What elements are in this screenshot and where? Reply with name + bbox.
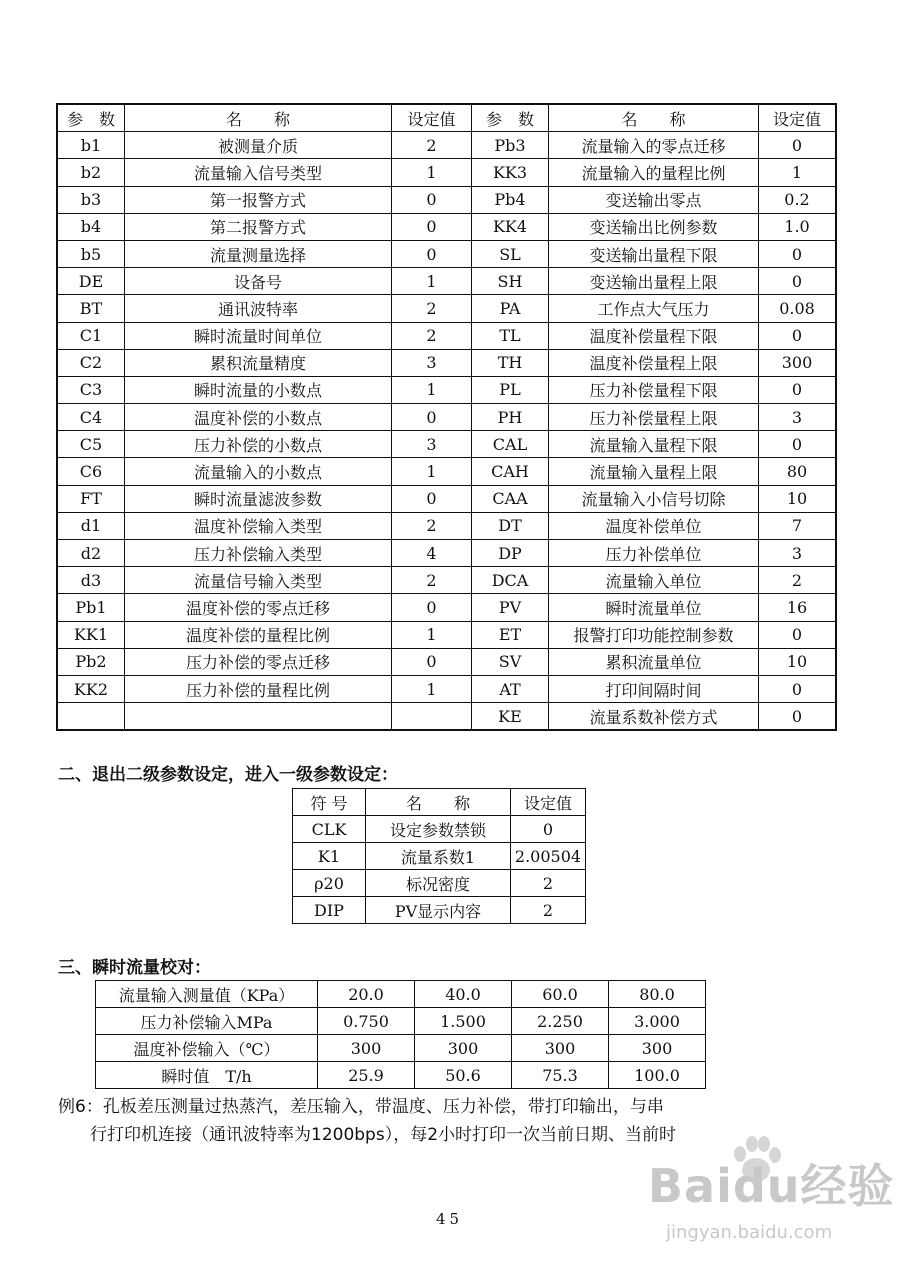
param-value-cell: 80: [759, 458, 837, 485]
param-code-cell: C6: [57, 458, 125, 485]
table-row: [57, 132, 836, 159]
name-cell: PV显示内容: [366, 897, 511, 924]
header-name: 名 称: [125, 104, 392, 132]
param-value-cell: 0: [392, 404, 472, 431]
param-name-cell: 流量测量选择: [125, 240, 392, 267]
param-code-cell: PA: [472, 295, 549, 322]
table-row: [57, 431, 836, 458]
param-code-cell: b2: [57, 159, 125, 186]
table-row: [293, 843, 586, 870]
param-name-cell: 流量输入量程上限: [549, 458, 759, 485]
symbol-cell: ρ20: [293, 870, 366, 897]
param-value-cell: 2: [392, 132, 472, 159]
table-row: [293, 870, 586, 897]
flow-calibration-table: [95, 980, 706, 1089]
table-row: [57, 376, 836, 403]
param-value-cell: 3: [759, 540, 837, 567]
value-cell: 2: [511, 897, 586, 924]
value-cell: 25.9: [318, 1062, 415, 1089]
table-header-row: [293, 789, 586, 816]
table-row: [57, 485, 836, 512]
param-name-cell: 打印间隔时间: [549, 675, 759, 702]
param-code-cell: SH: [472, 268, 549, 295]
param-name-cell: 流量输入的量程比例: [549, 159, 759, 186]
param-code-cell: C4: [57, 404, 125, 431]
param-value-cell: 0: [392, 213, 472, 240]
param-name-cell: 变送输出量程下限: [549, 240, 759, 267]
param-value-cell: 1: [392, 621, 472, 648]
param-name-cell: 压力补偿量程上限: [549, 404, 759, 431]
section3-heading: 三、瞬时流量校对：: [58, 958, 211, 978]
param-value-cell: 0.2: [759, 186, 837, 213]
table-row: [57, 186, 836, 213]
param-name-cell: 流量系数补偿方式: [549, 703, 759, 731]
param-name-cell: 变送输出量程上限: [549, 268, 759, 295]
param-code-cell: b3: [57, 186, 125, 213]
param-value-cell: 1: [392, 675, 472, 702]
param-value-cell: 10: [759, 648, 837, 675]
param-name-cell: 压力补偿的量程比例: [125, 675, 392, 702]
param-code-cell: DCA: [472, 567, 549, 594]
param-name-cell: 流量输入信号类型: [125, 159, 392, 186]
table-row: [57, 268, 836, 295]
value-cell: 60.0: [512, 981, 609, 1008]
param-code-cell: TH: [472, 349, 549, 376]
param-code-cell: Pb3: [472, 132, 549, 159]
param-code-cell: Pb4: [472, 186, 549, 213]
value-cell: 300: [318, 1035, 415, 1062]
param-value-cell: 0: [759, 240, 837, 267]
value-cell: 0.750: [318, 1008, 415, 1035]
table-row: [57, 648, 836, 675]
table-row: [96, 981, 706, 1008]
param-code-cell: BT: [57, 295, 125, 322]
example-paragraph-line1: 例6：孔板差压测量过热蒸汽，差压输入，带温度、压力补偿，带打印输出，与串: [58, 1097, 664, 1117]
param-name-cell: 温度补偿量程下限: [549, 322, 759, 349]
table-row: [57, 512, 836, 539]
param-name-cell: 压力补偿的小数点: [125, 431, 392, 458]
symbol-cell: K1: [293, 843, 366, 870]
param-name-cell: 瞬时流量滤波参数: [125, 485, 392, 512]
param-name-cell: 报警打印功能控制参数: [549, 621, 759, 648]
param-value-cell: 7: [759, 512, 837, 539]
param-code-cell: Pb1: [57, 594, 125, 621]
section2-heading: 二、退出二级参数设定，进入一级参数设定：: [58, 765, 398, 785]
page-number: 45: [436, 1210, 464, 1228]
param-value-cell: 2: [392, 512, 472, 539]
param-code-cell: KK4: [472, 213, 549, 240]
header-value: 设定值: [511, 789, 586, 816]
param-code-cell: C5: [57, 431, 125, 458]
param-code-cell: d3: [57, 567, 125, 594]
table-row: [57, 594, 836, 621]
table-row: [57, 621, 836, 648]
param-value-cell: 0: [759, 322, 837, 349]
param-code-cell: SV: [472, 648, 549, 675]
param-code-cell: C1: [57, 322, 125, 349]
param-name-cell: 流量输入的零点迁移: [549, 132, 759, 159]
param-code-cell: DT: [472, 512, 549, 539]
symbol-cell: DIP: [293, 897, 366, 924]
param-name-cell: 温度补偿的小数点: [125, 404, 392, 431]
param-value-cell: 1: [759, 159, 837, 186]
param-code-cell: CAL: [472, 431, 549, 458]
param-value-cell: 3: [759, 404, 837, 431]
value-cell: 0: [511, 816, 586, 843]
param-name-cell: 设备号: [125, 268, 392, 295]
param-value-cell: 16: [759, 594, 837, 621]
parameter-table: [56, 103, 837, 731]
param-code-cell: PL: [472, 376, 549, 403]
param-code-cell: KK2: [57, 675, 125, 702]
value-cell: 1.500: [415, 1008, 512, 1035]
param-name-cell: 温度补偿输入类型: [125, 512, 392, 539]
param-name-cell: 流量输入小信号切除: [549, 485, 759, 512]
param-value-cell: [392, 703, 472, 731]
value-cell: 2.250: [512, 1008, 609, 1035]
level1-parameter-table: [292, 788, 586, 924]
label-cell: 压力补偿输入MPa: [96, 1008, 318, 1035]
param-value-cell: 0: [392, 594, 472, 621]
value-cell: 300: [415, 1035, 512, 1062]
table-row: [57, 567, 836, 594]
param-name-cell: 流量信号输入类型: [125, 567, 392, 594]
param-value-cell: 2: [392, 295, 472, 322]
param-name-cell: 通讯波特率: [125, 295, 392, 322]
param-value-cell: 3: [392, 349, 472, 376]
param-value-cell: 0: [759, 268, 837, 295]
table-row: [57, 349, 836, 376]
param-code-cell: d2: [57, 540, 125, 567]
param-name-cell: 瞬时流量单位: [549, 594, 759, 621]
param-code-cell: C3: [57, 376, 125, 403]
param-value-cell: 1: [392, 268, 472, 295]
label-cell: 温度补偿输入（℃）: [96, 1035, 318, 1062]
name-cell: 流量系数1: [366, 843, 511, 870]
param-code-cell: PH: [472, 404, 549, 431]
param-name-cell: 累积流量精度: [125, 349, 392, 376]
table-row: [96, 1062, 706, 1089]
table-row: [57, 675, 836, 702]
param-code-cell: DP: [472, 540, 549, 567]
value-cell: 300: [512, 1035, 609, 1062]
param-value-cell: 0: [759, 376, 837, 403]
param-value-cell: 0: [759, 431, 837, 458]
param-code-cell: DE: [57, 268, 125, 295]
param-name-cell: 变送输出零点: [549, 186, 759, 213]
symbol-cell: CLK: [293, 816, 366, 843]
param-code-cell: b1: [57, 132, 125, 159]
header-param: 参 数: [57, 104, 125, 132]
param-code-cell: d1: [57, 512, 125, 539]
param-value-cell: 2: [392, 322, 472, 349]
table-row: [96, 1008, 706, 1035]
param-name-cell: 第二报警方式: [125, 213, 392, 240]
name-cell: 设定参数禁锁: [366, 816, 511, 843]
baidu-watermark: [648, 1130, 898, 1270]
param-name-cell: 压力补偿的零点迁移: [125, 648, 392, 675]
param-name-cell: [125, 703, 392, 731]
table-header-row: [57, 104, 836, 132]
value-cell: 40.0: [415, 981, 512, 1008]
table-row: [57, 295, 836, 322]
header-param-2: 参 数: [472, 104, 549, 132]
param-name-cell: 瞬时流量的小数点: [125, 376, 392, 403]
param-code-cell: TL: [472, 322, 549, 349]
param-name-cell: 压力补偿单位: [549, 540, 759, 567]
value-cell: 2: [511, 870, 586, 897]
param-code-cell: [57, 703, 125, 731]
param-value-cell: 0.08: [759, 295, 837, 322]
param-value-cell: 0: [392, 186, 472, 213]
value-cell: 50.6: [415, 1062, 512, 1089]
param-value-cell: 1: [392, 159, 472, 186]
header-symbol: 符 号: [293, 789, 366, 816]
header-name: 名 称: [366, 789, 511, 816]
param-name-cell: 流量输入量程下限: [549, 431, 759, 458]
param-code-cell: b5: [57, 240, 125, 267]
param-code-cell: Pb2: [57, 648, 125, 675]
param-name-cell: 流量输入单位: [549, 567, 759, 594]
table-row: [57, 240, 836, 267]
table-row: [57, 159, 836, 186]
param-value-cell: 10: [759, 485, 837, 512]
table-row: [293, 816, 586, 843]
value-cell: 300: [609, 1035, 706, 1062]
param-code-cell: CAA: [472, 485, 549, 512]
param-value-cell: 4: [392, 540, 472, 567]
value-cell: 75.3: [512, 1062, 609, 1089]
param-name-cell: 累积流量单位: [549, 648, 759, 675]
param-value-cell: 0: [759, 621, 837, 648]
value-cell: 3.000: [609, 1008, 706, 1035]
param-code-cell: SL: [472, 240, 549, 267]
table-row: [293, 897, 586, 924]
param-value-cell: 2: [759, 567, 837, 594]
param-code-cell: PV: [472, 594, 549, 621]
param-name-cell: 压力补偿量程下限: [549, 376, 759, 403]
header-value-2: 设定值: [759, 104, 837, 132]
value-cell: 20.0: [318, 981, 415, 1008]
param-value-cell: 1: [392, 376, 472, 403]
param-code-cell: KK1: [57, 621, 125, 648]
param-code-cell: CAH: [472, 458, 549, 485]
value-cell: 2.00504: [511, 843, 586, 870]
param-name-cell: 工作点大气压力: [549, 295, 759, 322]
param-value-cell: 1.0: [759, 213, 837, 240]
param-value-cell: 0: [392, 648, 472, 675]
name-cell: 标况密度: [366, 870, 511, 897]
value-cell: 100.0: [609, 1062, 706, 1089]
param-code-cell: C2: [57, 349, 125, 376]
label-cell: 流量输入测量值（KPa）: [96, 981, 318, 1008]
param-value-cell: 2: [392, 567, 472, 594]
param-code-cell: KE: [472, 703, 549, 731]
param-code-cell: b4: [57, 213, 125, 240]
param-value-cell: 300: [759, 349, 837, 376]
table-row: [96, 1035, 706, 1062]
param-name-cell: 温度补偿单位: [549, 512, 759, 539]
table-row: [57, 703, 836, 731]
param-value-cell: 1: [392, 458, 472, 485]
param-name-cell: 温度补偿的量程比例: [125, 621, 392, 648]
table-row: [57, 458, 836, 485]
example-paragraph-line2: 行打印机连接（通讯波特率为1200bps），每2小时打印一次当前日期、当前时: [90, 1125, 677, 1145]
table-row: [57, 213, 836, 240]
table-row: [57, 540, 836, 567]
param-value-cell: 3: [392, 431, 472, 458]
param-name-cell: 压力补偿输入类型: [125, 540, 392, 567]
param-value-cell: 0: [759, 132, 837, 159]
table-row: [57, 322, 836, 349]
param-name-cell: 瞬时流量时间单位: [125, 322, 392, 349]
table-row: [57, 404, 836, 431]
param-value-cell: 0: [392, 240, 472, 267]
header-name-2: 名 称: [549, 104, 759, 132]
param-name-cell: 被测量介质: [125, 132, 392, 159]
param-code-cell: KK3: [472, 159, 549, 186]
param-value-cell: 0: [759, 703, 837, 731]
param-name-cell: 第一报警方式: [125, 186, 392, 213]
label-cell: 瞬时值 T/h: [96, 1062, 318, 1089]
param-value-cell: 0: [759, 675, 837, 702]
param-name-cell: 变送输出比例参数: [549, 213, 759, 240]
value-cell: 80.0: [609, 981, 706, 1008]
param-value-cell: 0: [392, 485, 472, 512]
param-code-cell: AT: [472, 675, 549, 702]
param-code-cell: ET: [472, 621, 549, 648]
header-value: 设定值: [392, 104, 472, 132]
watermark-url: jingyan.baidu.com: [666, 1222, 833, 1243]
param-name-cell: 流量输入的小数点: [125, 458, 392, 485]
param-name-cell: 温度补偿的零点迁移: [125, 594, 392, 621]
param-name-cell: 温度补偿量程上限: [549, 349, 759, 376]
watermark-logo: Baidu经验: [648, 1159, 895, 1213]
param-code-cell: FT: [57, 485, 125, 512]
